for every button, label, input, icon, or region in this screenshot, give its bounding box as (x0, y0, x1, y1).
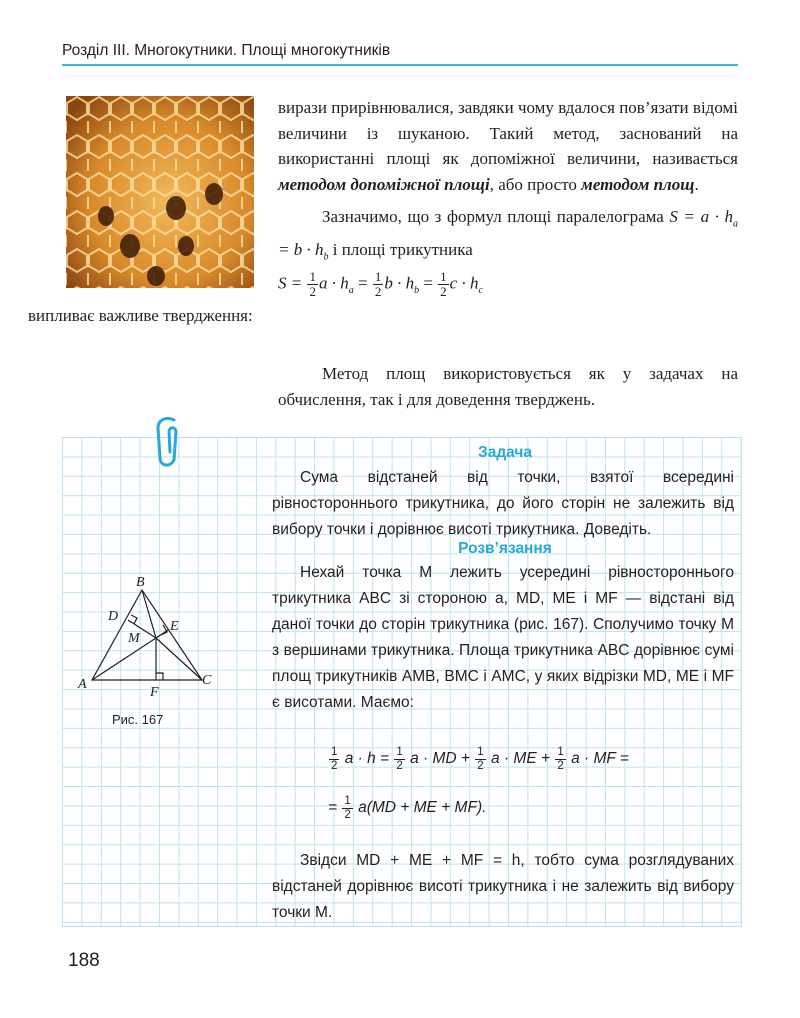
intro-text-end: . (694, 174, 699, 194)
solution-heading: Розв’язання (458, 540, 552, 557)
label-e: E (170, 619, 179, 634)
triangle-figure (70, 572, 220, 700)
formula-paragraph (28, 204, 738, 329)
chapter-header: Розділ ІІІ. Многокутники. Площі многокутників (62, 40, 738, 66)
term-auxiliary-area-method: методом допоміжної площі (278, 174, 490, 194)
solution-conclusion: Звідси MD + ME + MF = h, тобто сума розглядуваних відстаней дорівнює висоті трикутника і не залежить від вибору точки M. (272, 852, 734, 921)
figure-caption: Рис. 167 (112, 712, 164, 727)
formula-paragraph-text-2: і площі трикутника (328, 239, 473, 259)
method-usage-paragraph: Метод площ використовується як у задачах на обчислення, так і для доведення тверджень. (278, 364, 738, 409)
intro-text: вирази прирівнювалися, завдяки чому вдалося пов’язати відомі величини із шуканою. Такий метод, заснований на використанні площі як допоміжної величини, називається (278, 98, 738, 168)
paperclip-icon (148, 414, 186, 470)
label-c: C (202, 673, 212, 688)
task-heading: Задача (477, 444, 533, 461)
triangle-area-formula: S = $\frac{1}{2}$ $a \cdot h_a$ = $\frac{1}{2}$ $b \cdot h_b$ = $\frac{1}{2}$ $c \cdot h_c$ (278, 268, 483, 299)
label-a: A (78, 677, 87, 692)
task-statement: Сума відстаней від точки, взятої всередині рівностороннього трикутника, до його сторін не залежить від вибору точки і дорівнює висоті трикутника. Доведіть. (272, 469, 734, 538)
area-equation-line-2: = $\frac{1}{2}$ a(MD + ME + MF). (328, 795, 487, 821)
label-f: F (150, 685, 159, 700)
label-m: M (128, 631, 140, 646)
page-number: 188 (68, 950, 100, 971)
area-equation-line-1: $\frac{1}{2}$ a · h = $\frac{1}{2}$ a · MD + $\frac{1}{2}$ a · ME + $\frac{1}{2}$ a · MF = (331, 746, 629, 772)
honeycomb-photo (66, 96, 254, 288)
label-b: B (136, 575, 145, 590)
formula-paragraph-text: Зазначимо, що з формул площі паралелограма (322, 207, 670, 226)
formula-paragraph-text-3: випливає важливе твердження: (28, 306, 253, 326)
term-area-method: методом площ (581, 174, 695, 194)
solution-text: Нехай точка M лежить усередині рівностороннього трикутника ABC зі стороною a, MD, ME і MF — відстані від даної точки до сторін трикутника (рис. 167). Сполучимо точку M з вершинами трикутника. Площа трикутника ABC дорівнює сумі площ трикутників AMB, BMC і AMC, у яких відрізки MD, ME і MF є висотами. Маємо: (272, 564, 734, 711)
triangle-abc (92, 590, 202, 680)
parallelogram-area-formula: $S = a \cdot h_a = b \cdot h_b$ (278, 207, 738, 263)
intro-paragraph (278, 95, 738, 197)
label-d: D (108, 609, 119, 624)
intro-text-mid: , або просто (489, 174, 582, 194)
